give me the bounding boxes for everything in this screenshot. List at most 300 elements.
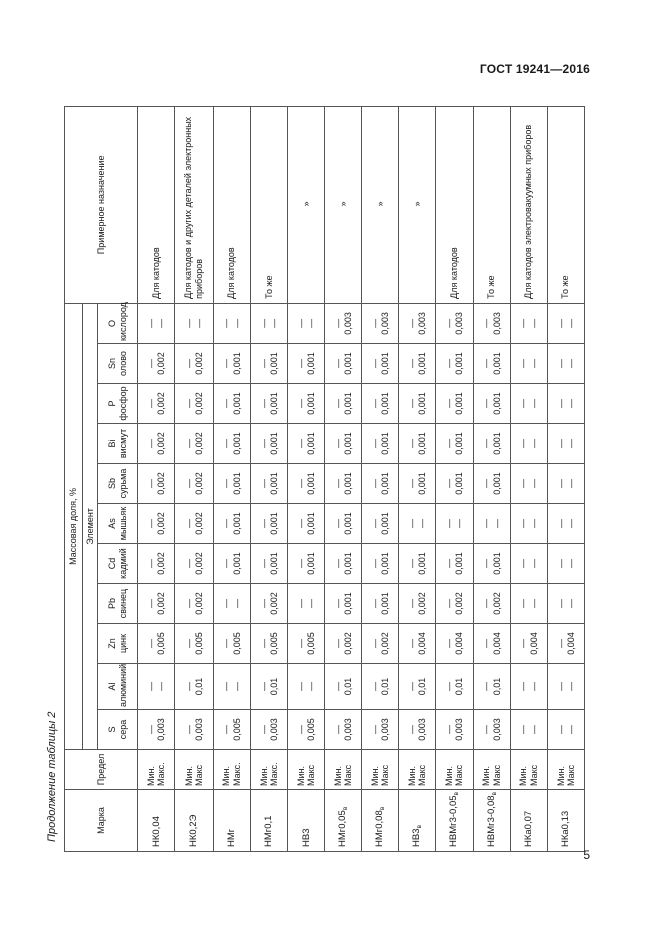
max-value: 0,005 <box>231 632 242 655</box>
limit-max: Макс. <box>231 762 242 786</box>
value-cell <box>250 424 287 464</box>
value-cell <box>399 504 436 544</box>
value-cell <box>175 344 214 384</box>
value-cell <box>436 710 473 750</box>
max-value: 0,01 <box>417 677 428 696</box>
min-value: — <box>481 479 492 488</box>
value-cell <box>138 344 175 384</box>
mark-name: НКа0,07 <box>523 810 535 847</box>
min-value: — <box>407 639 418 648</box>
min-value: — <box>145 359 156 368</box>
max-value: — <box>231 682 242 691</box>
min-value: — <box>444 682 455 691</box>
value-cell <box>138 584 175 624</box>
limit-min: Мин. <box>295 766 306 786</box>
max-value: — <box>528 399 539 408</box>
value-cell <box>288 424 325 464</box>
max-value: 0,003 <box>491 312 502 335</box>
max-value: 0,001 <box>454 552 465 575</box>
max-value: 0,001 <box>417 552 428 575</box>
value-cell <box>325 303 362 343</box>
max-value: — <box>565 599 576 608</box>
max-value: 0,001 <box>306 552 317 575</box>
min-value: — <box>183 439 194 448</box>
value-cell <box>138 464 175 504</box>
max-value: 0,001 <box>268 512 279 535</box>
element-symbol: Pb <box>107 598 118 610</box>
max-value: 0,001 <box>231 512 242 535</box>
max-value: 0,002 <box>156 512 167 535</box>
value-cell <box>213 344 250 384</box>
value-cell <box>436 424 473 464</box>
max-value: 0,003 <box>454 312 465 335</box>
max-value: 0,001 <box>491 432 502 455</box>
max-value: 0,002 <box>193 512 204 535</box>
header-mass-fraction: Массовая доля, % <box>65 303 83 749</box>
value-cell <box>325 384 362 424</box>
min-value: — <box>183 318 194 328</box>
min-value: — <box>332 318 343 328</box>
element-symbol: S <box>107 726 118 733</box>
value-cell <box>510 464 547 504</box>
min-value: — <box>145 399 156 408</box>
value-cell <box>175 664 214 710</box>
min-value: — <box>369 519 380 528</box>
value-cell <box>175 624 214 664</box>
purpose-cell: То же <box>250 106 287 303</box>
value-cell <box>399 344 436 384</box>
element-header <box>98 303 138 343</box>
max-value: 0,002 <box>268 592 279 615</box>
value-cell <box>473 664 510 710</box>
max-value: 0,01 <box>491 677 502 696</box>
min-value: — <box>444 599 455 608</box>
min-value: — <box>407 682 418 691</box>
value-cell <box>250 664 287 710</box>
min-value: — <box>183 559 194 568</box>
max-value: 0,001 <box>417 472 428 495</box>
table-body <box>138 106 585 851</box>
value-cell <box>362 504 399 544</box>
value-cell <box>213 624 250 664</box>
max-value: 0,002 <box>156 552 167 575</box>
mark-subscript: в <box>416 825 424 829</box>
value-cell <box>325 424 362 464</box>
max-value: 0,001 <box>268 432 279 455</box>
min-value: — <box>221 682 232 691</box>
max-value: — <box>565 725 576 734</box>
max-value: 0,001 <box>380 512 391 535</box>
value-cell <box>547 344 584 384</box>
max-value: 0,005 <box>156 632 167 655</box>
value-cell <box>288 584 325 624</box>
mark-name: НМг0,08 <box>374 810 386 847</box>
value-cell <box>175 303 214 343</box>
min-value: — <box>407 599 418 608</box>
value-cell <box>399 664 436 710</box>
rotated-table-container <box>64 107 585 852</box>
element-name: мышьяк <box>117 506 128 541</box>
min-value: — <box>221 559 232 568</box>
min-value: — <box>221 479 232 488</box>
max-value: 0,001 <box>343 472 354 495</box>
max-value: 0,001 <box>231 352 242 375</box>
max-value: 0,001 <box>454 392 465 415</box>
element-symbol: Al <box>107 682 118 691</box>
value-cell <box>250 544 287 584</box>
value-cell <box>473 544 510 584</box>
min-value: — <box>183 359 194 368</box>
value-cell <box>138 303 175 343</box>
max-value: 0,001 <box>454 472 465 495</box>
max-value: 0,01 <box>343 677 354 696</box>
value-cell <box>288 664 325 710</box>
value-cell <box>399 464 436 504</box>
max-value: — <box>528 519 539 528</box>
max-value: — <box>156 682 167 691</box>
max-value: 0,002 <box>193 592 204 615</box>
max-value: — <box>231 599 242 608</box>
max-value: 0,001 <box>306 472 317 495</box>
value-cell <box>213 464 250 504</box>
min-value: — <box>258 682 269 691</box>
min-value: — <box>407 439 418 448</box>
purpose-cell: » <box>325 106 362 303</box>
value-cell <box>510 303 547 343</box>
mark-name: НВМг3-0,05 <box>448 795 460 847</box>
max-value: 0,001 <box>231 432 242 455</box>
element-symbol: Zn <box>107 638 118 649</box>
min-value: — <box>221 318 232 328</box>
table-row <box>473 106 510 851</box>
element-header <box>98 664 138 710</box>
limit-min: Мин. <box>369 766 380 786</box>
value-cell <box>213 424 250 464</box>
value-cell <box>213 504 250 544</box>
limit-max: Макс <box>454 764 465 786</box>
min-value: — <box>295 399 306 408</box>
limit-cell <box>288 750 325 790</box>
value-cell <box>510 584 547 624</box>
value-cell <box>547 584 584 624</box>
element-header <box>98 624 138 664</box>
min-value: — <box>444 399 455 408</box>
max-value: 0,01 <box>268 677 279 696</box>
min-value: — <box>444 639 455 648</box>
element-symbol: P <box>107 400 118 407</box>
max-value: 0,005 <box>306 718 317 741</box>
min-value: — <box>555 318 566 328</box>
max-value: 0,002 <box>193 432 204 455</box>
value-cell <box>213 544 250 584</box>
min-value: — <box>369 639 380 648</box>
min-value: — <box>369 318 380 328</box>
element-header <box>98 344 138 384</box>
max-value: 0,001 <box>454 352 465 375</box>
element-header <box>98 584 138 624</box>
min-value: — <box>332 399 343 408</box>
value-cell <box>362 303 399 343</box>
max-value: 0,001 <box>306 512 317 535</box>
max-value: 0,004 <box>565 632 576 655</box>
value-cell <box>473 624 510 664</box>
max-value: 0,001 <box>380 552 391 575</box>
min-value: — <box>183 725 194 734</box>
min-value: — <box>407 725 418 734</box>
table-row <box>510 106 547 851</box>
max-value: — <box>528 725 539 734</box>
min-value: — <box>332 519 343 528</box>
element-symbol: O <box>107 319 118 327</box>
value-cell <box>362 624 399 664</box>
limit-min: Мин. <box>407 766 418 786</box>
max-value: 0,01 <box>380 677 391 696</box>
min-value: — <box>555 439 566 448</box>
max-value: 0,002 <box>156 472 167 495</box>
max-value: — <box>491 519 502 528</box>
value-cell <box>175 384 214 424</box>
value-cell <box>175 544 214 584</box>
element-header <box>98 384 138 424</box>
mark-cell <box>175 790 214 852</box>
min-value: — <box>481 359 492 368</box>
min-value: — <box>444 479 455 488</box>
min-value: — <box>518 559 529 568</box>
purpose-cell: Для катодов <box>213 106 250 303</box>
max-value: — <box>565 359 576 368</box>
mark-name: НМг <box>226 828 238 847</box>
value-cell <box>436 384 473 424</box>
value-cell <box>175 464 214 504</box>
value-cell <box>138 424 175 464</box>
mark-cell <box>510 790 547 852</box>
mark-cell <box>288 790 325 852</box>
mark-subscript: в <box>453 792 461 796</box>
limit-min: Мин. <box>332 766 343 786</box>
purpose-cell: Для катодов и других деталей электронных приборов <box>175 106 214 303</box>
min-value: — <box>555 359 566 368</box>
min-value: — <box>555 599 566 608</box>
element-header <box>98 504 138 544</box>
min-value: — <box>295 519 306 528</box>
min-value: — <box>295 359 306 368</box>
table-row <box>138 106 175 851</box>
min-value: — <box>183 519 194 528</box>
max-value: 0,001 <box>268 472 279 495</box>
max-value: — <box>528 318 539 328</box>
value-cell <box>547 504 584 544</box>
min-value: — <box>444 519 455 528</box>
min-value: — <box>518 519 529 528</box>
mark-name: НМг0,1 <box>263 815 275 847</box>
value-cell <box>288 344 325 384</box>
limit-max: Макс. <box>156 762 167 786</box>
max-value: 0,001 <box>343 432 354 455</box>
min-value: — <box>518 682 529 691</box>
min-value: — <box>258 639 269 648</box>
min-value: — <box>444 318 455 328</box>
min-value: — <box>332 559 343 568</box>
mark-cell <box>325 790 362 852</box>
max-value: — <box>528 559 539 568</box>
max-value: 0,001 <box>306 392 317 415</box>
min-value: — <box>221 399 232 408</box>
value-cell <box>547 424 584 464</box>
composition-table <box>64 106 585 852</box>
min-value: — <box>295 559 306 568</box>
purpose-cell: » <box>288 106 325 303</box>
value-cell <box>250 624 287 664</box>
value-cell <box>138 664 175 710</box>
value-cell <box>436 584 473 624</box>
min-value: — <box>295 682 306 691</box>
value-cell <box>399 384 436 424</box>
value-cell <box>510 544 547 584</box>
max-value: 0,002 <box>193 472 204 495</box>
value-cell <box>436 303 473 343</box>
max-value: 0,005 <box>306 632 317 655</box>
min-value: — <box>555 479 566 488</box>
element-name: цинк <box>117 633 128 654</box>
limit-cell <box>175 750 214 790</box>
value-cell <box>547 710 584 750</box>
min-value: — <box>481 559 492 568</box>
value-cell <box>288 544 325 584</box>
value-cell <box>250 584 287 624</box>
max-value: 0,002 <box>156 352 167 375</box>
limit-max: Макс <box>380 764 391 786</box>
min-value: — <box>221 725 232 734</box>
max-value: 0,002 <box>454 592 465 615</box>
max-value: — <box>528 439 539 448</box>
min-value: — <box>518 439 529 448</box>
max-value: 0,001 <box>491 352 502 375</box>
element-symbol: As <box>107 518 118 529</box>
value-cell <box>213 384 250 424</box>
element-name: кадмий <box>117 548 128 579</box>
max-value: 0,001 <box>380 392 391 415</box>
max-value: 0,001 <box>268 352 279 375</box>
value-cell <box>510 664 547 710</box>
min-value: — <box>332 682 343 691</box>
min-value: — <box>258 479 269 488</box>
min-value: — <box>481 639 492 648</box>
min-value: — <box>295 318 306 328</box>
table-row <box>250 106 287 851</box>
table-row <box>362 106 399 851</box>
max-value: 0,003 <box>417 718 428 741</box>
max-value: 0,001 <box>491 472 502 495</box>
header-limit: Предел <box>65 750 138 790</box>
max-value: 0,004 <box>528 632 539 655</box>
value-cell <box>138 544 175 584</box>
min-value: — <box>481 599 492 608</box>
value-cell <box>547 624 584 664</box>
min-value: — <box>221 599 232 608</box>
limit-max: Макс <box>306 764 317 786</box>
purpose-cell: Для катодов <box>138 106 175 303</box>
max-value: — <box>565 479 576 488</box>
max-value: — <box>417 519 428 528</box>
min-value: — <box>183 599 194 608</box>
max-value: 0,001 <box>380 432 391 455</box>
min-value: — <box>518 359 529 368</box>
element-name: висмут <box>117 428 128 459</box>
value-cell <box>436 544 473 584</box>
min-value: — <box>145 639 156 648</box>
min-value: — <box>183 639 194 648</box>
limit-cell <box>138 750 175 790</box>
min-value: — <box>369 682 380 691</box>
min-value: — <box>332 639 343 648</box>
max-value: 0,002 <box>156 432 167 455</box>
value-cell <box>288 303 325 343</box>
value-cell <box>325 624 362 664</box>
min-value: — <box>481 725 492 734</box>
limit-min: Мин. <box>183 766 194 786</box>
value-cell <box>250 384 287 424</box>
element-symbol: Cd <box>107 557 118 570</box>
table-row <box>325 106 362 851</box>
mark-cell <box>362 790 399 852</box>
max-value: 0,001 <box>231 472 242 495</box>
max-value: 0,001 <box>380 472 391 495</box>
min-value: — <box>295 599 306 608</box>
table-row <box>213 106 250 851</box>
min-value: — <box>369 399 380 408</box>
value-cell <box>547 384 584 424</box>
purpose-cell: » <box>399 106 436 303</box>
mark-cell <box>473 790 510 852</box>
value-cell <box>436 664 473 710</box>
min-value: — <box>258 559 269 568</box>
element-symbol: Sn <box>107 358 118 370</box>
value-cell <box>138 710 175 750</box>
table-row <box>436 106 473 851</box>
element-name: кислород <box>117 302 128 341</box>
max-value: 0,001 <box>454 432 465 455</box>
purpose-cell: То же <box>473 106 510 303</box>
max-value: 0,002 <box>156 592 167 615</box>
min-value: — <box>145 559 156 568</box>
element-header <box>98 424 138 464</box>
max-value: 0,001 <box>343 592 354 615</box>
min-value: — <box>295 479 306 488</box>
value-cell <box>175 424 214 464</box>
value-cell <box>399 544 436 584</box>
min-value: — <box>481 399 492 408</box>
max-value: 0,001 <box>343 512 354 535</box>
max-value: — <box>193 318 204 328</box>
table-caption: Продолжение таблицы 2 <box>46 711 58 842</box>
value-cell <box>510 384 547 424</box>
value-cell <box>436 504 473 544</box>
max-value: — <box>306 318 317 328</box>
min-value: — <box>145 599 156 608</box>
min-value: — <box>332 439 343 448</box>
purpose-cell: Для катодов <box>436 106 473 303</box>
min-value: — <box>295 639 306 648</box>
purpose-cell: » <box>362 106 399 303</box>
mark-cell <box>399 790 436 852</box>
max-value: — <box>528 479 539 488</box>
max-value: 0,004 <box>491 632 502 655</box>
max-value: — <box>306 599 317 608</box>
table-row <box>288 106 325 851</box>
max-value: 0,001 <box>380 592 391 615</box>
max-value: — <box>268 318 279 328</box>
min-value: — <box>444 559 455 568</box>
